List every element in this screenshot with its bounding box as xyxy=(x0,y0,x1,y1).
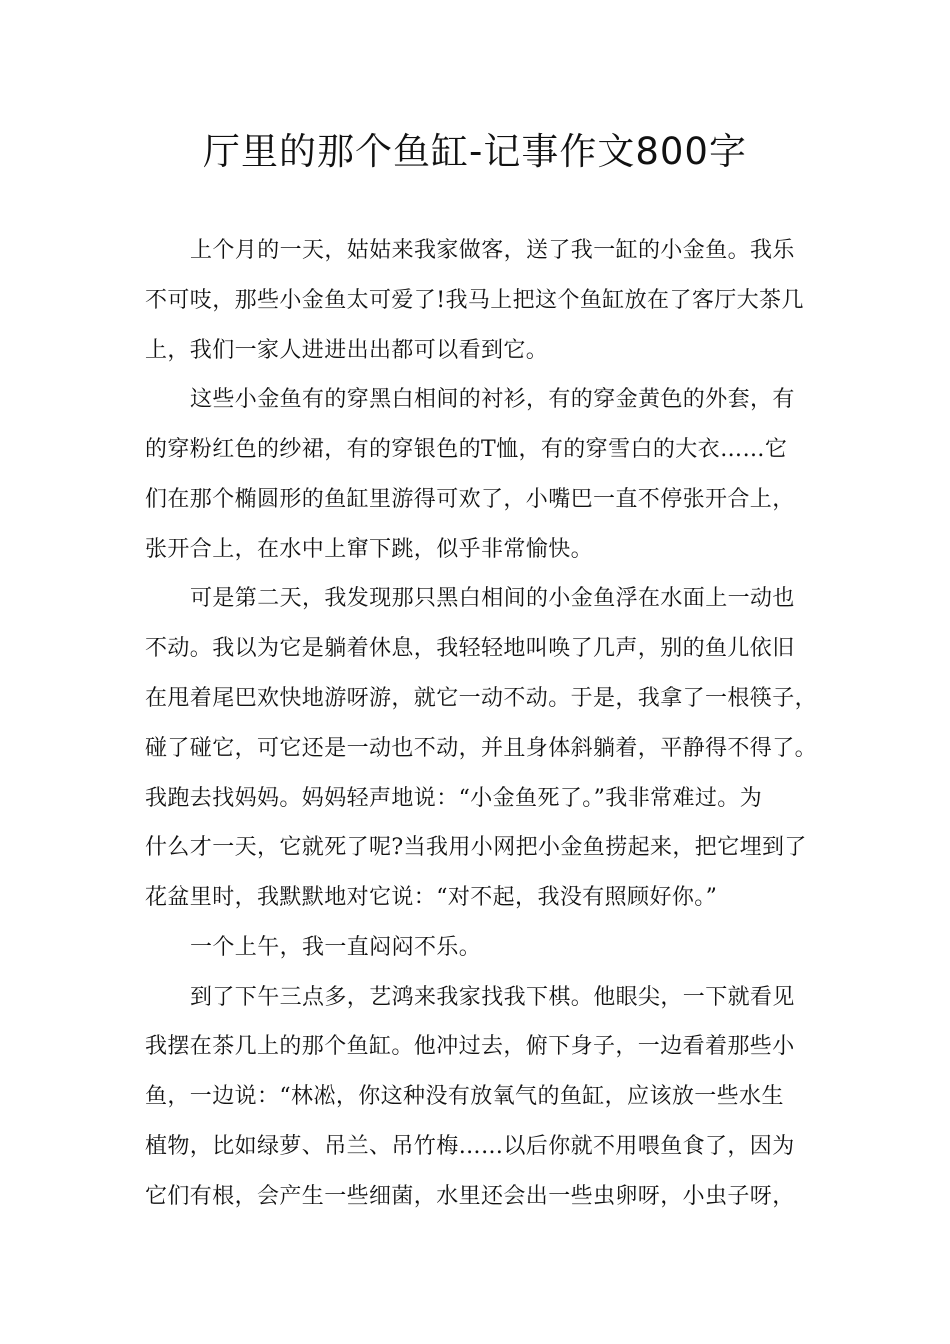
paragraph-line: 到了下午三点多，艺鸿来我家找我下棋。他眼尖，一下就看见 xyxy=(190,985,795,1010)
paragraph-line: 碰了碰它，可它还是一动也不动，并且身体斜躺着，平静得不得了。 xyxy=(145,736,818,761)
paragraph-line: 上，我们一家人进进出出都可以看到它。 xyxy=(145,338,549,363)
paragraph-line: 不可吱，那些小金鱼太可爱了!我马上把这个鱼缸放在了客厅大茶几 xyxy=(145,288,804,313)
paragraph-line: 们在那个椭圆形的鱼缸里游得可欢了，小嘴巴一直不停张开合上， xyxy=(145,487,795,512)
paragraph-line: 上个月的一天，姑姑来我家做客，送了我一缸的小金鱼。我乐 xyxy=(190,238,795,263)
paragraph-line: 花盆里时，我默默地对它说：“对不起，我没有照顾好你。” xyxy=(145,885,718,910)
paragraph-line: 的穿粉红色的纱裙，有的穿银色的T恤，有的穿雪白的大衣……它 xyxy=(145,437,788,462)
paragraph-line: 我摆在茶几上的那个鱼缸。他冲过去，俯下身子，一边看着那些小 xyxy=(145,1034,795,1059)
paragraph-line: 什么才一天，它就死了呢?当我用小网把小金鱼捞起来，把它埋到了 xyxy=(145,835,807,860)
paragraph-line: 在甩着尾巴欢快地游呀游，就它一动不动。于是，我拿了一根筷子， xyxy=(145,686,818,711)
paragraph-line: 鱼，一边说：“林凇，你这种没有放氧气的鱼缸，应该放一些水生 xyxy=(145,1084,784,1109)
paragraph-line: 这些小金鱼有的穿黑白相间的衬衫，有的穿金黄色的外套，有 xyxy=(190,387,795,412)
paragraph-line: 我跑去找妈妈。妈妈轻声地说：“小金鱼死了。”我非常难过。为 xyxy=(145,786,763,811)
paragraph-line: 一个上午，我一直闷闷不乐。 xyxy=(190,935,482,960)
paragraph-line: 植物，比如绿萝、吊兰、吊竹梅……以后你就不用喂鱼食了，因为 xyxy=(145,1134,795,1159)
paragraph-line: 它们有根，会产生一些细菌，水里还会出一些虫卵呀，小虫子呀， xyxy=(145,1184,795,1209)
paragraph-line: 张开合上，在水中上窜下跳，似乎非常愉快。 xyxy=(145,537,594,562)
paragraph-line: 不动。我以为它是躺着休息，我轻轻地叫唤了几声，别的鱼儿依旧 xyxy=(145,636,795,661)
paragraph-line: 可是第二天，我发现那只黑白相间的小金鱼浮在水面上一动也 xyxy=(190,586,795,611)
document-title: 厅里的那个鱼缸-记事作文800字 xyxy=(203,130,747,173)
